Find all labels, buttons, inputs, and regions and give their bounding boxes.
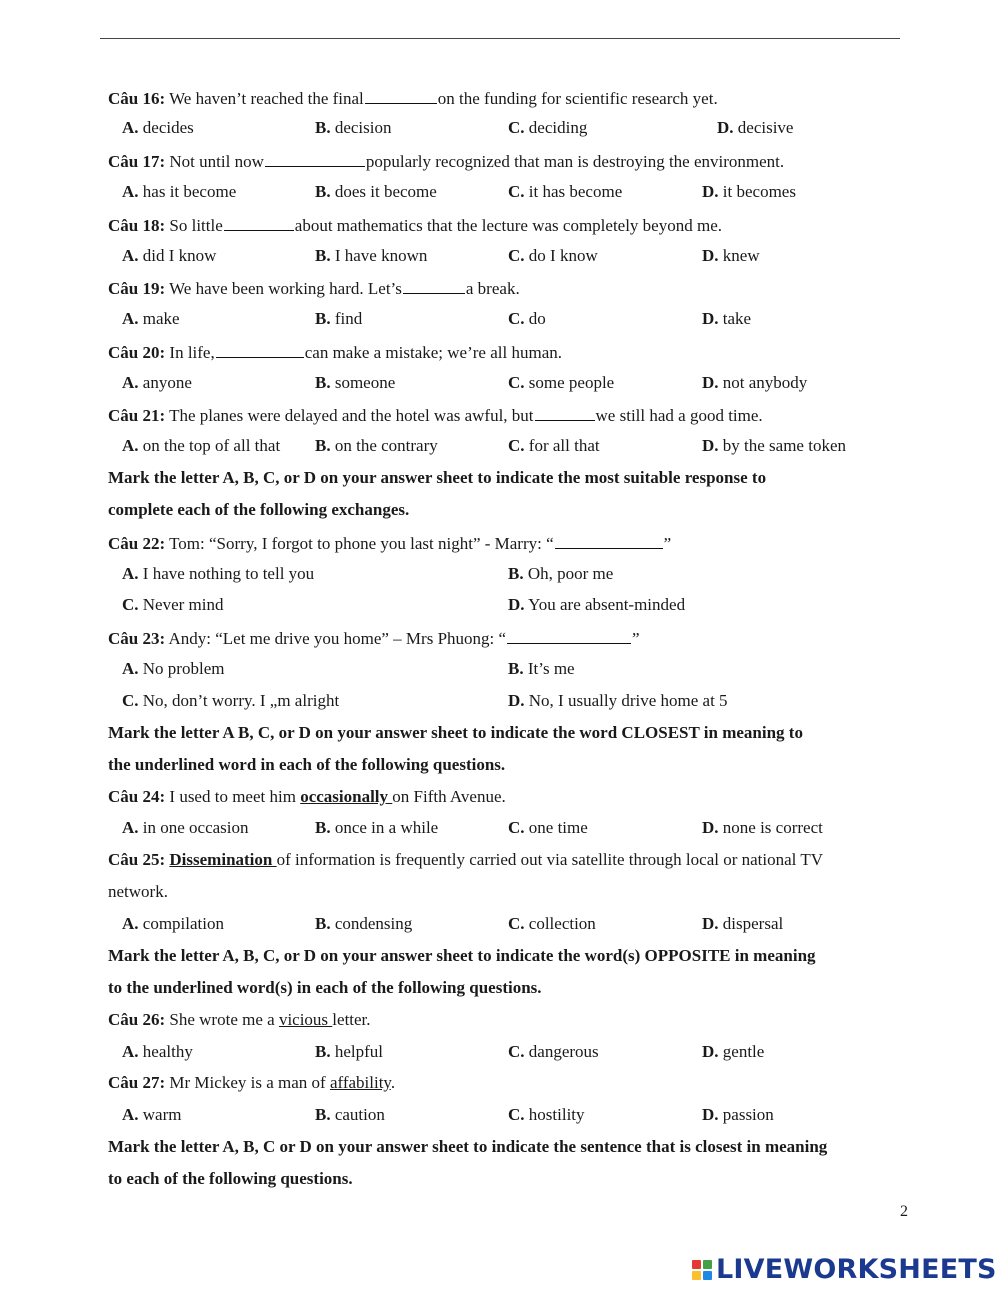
underlined-word: vicious bbox=[278, 1010, 333, 1029]
answer-blank[interactable] bbox=[403, 277, 465, 294]
option-c[interactable]: C. it has become bbox=[508, 182, 623, 201]
option-d[interactable]: D. dispersal bbox=[702, 914, 784, 933]
question-21 bbox=[108, 404, 763, 426]
option-d[interactable]: D. it becomes bbox=[702, 182, 796, 201]
question-23 bbox=[108, 627, 640, 649]
answer-blank[interactable] bbox=[365, 87, 437, 104]
option-a[interactable]: A. compilation bbox=[122, 914, 224, 933]
option-c[interactable]: C. do I know bbox=[508, 246, 598, 265]
question-text: So little bbox=[169, 216, 223, 235]
option-c[interactable]: C. dangerous bbox=[508, 1042, 599, 1061]
option-d[interactable]: D. passion bbox=[702, 1105, 774, 1124]
answer-blank[interactable] bbox=[265, 150, 365, 167]
option-a[interactable]: A. No problem bbox=[122, 659, 225, 678]
question-label: Câu 27: bbox=[108, 1073, 166, 1092]
option-d[interactable]: D. not anybody bbox=[702, 373, 808, 392]
question-text: We have been working hard. Let’s bbox=[169, 279, 402, 298]
question-text: we still had a good time. bbox=[595, 406, 763, 425]
question-label: Câu 19: bbox=[108, 279, 166, 298]
option-a[interactable]: A. did I know bbox=[122, 246, 217, 265]
liveworksheets-logo[interactable] bbox=[692, 1254, 997, 1285]
underlined-word: Dissemination bbox=[169, 850, 277, 869]
option-a[interactable]: A. I have nothing to tell you bbox=[122, 564, 315, 583]
option-d[interactable]: D. by the same token bbox=[702, 436, 846, 455]
option-b[interactable]: B. condensing bbox=[315, 914, 413, 933]
question-text: Mr Mickey is a man of bbox=[169, 1073, 326, 1092]
question-24 bbox=[108, 787, 506, 807]
option-b[interactable]: B. on the contrary bbox=[315, 436, 438, 455]
instruction-4-line-1: Mark the letter A, B, C or D on your answer sheet to indicate the sentence that is closest in meaning bbox=[108, 1137, 828, 1156]
option-d[interactable]: D. gentle bbox=[702, 1042, 765, 1061]
question-text: can make a mistake; we’re all human. bbox=[304, 343, 562, 362]
question-17 bbox=[108, 150, 784, 172]
question-label: Câu 18: bbox=[108, 216, 166, 235]
option-c[interactable]: C. one time bbox=[508, 818, 588, 837]
option-a[interactable]: A. warm bbox=[122, 1105, 182, 1124]
option-a[interactable]: A. on the top of all that bbox=[122, 436, 281, 455]
answer-blank[interactable] bbox=[555, 532, 663, 549]
option-c[interactable]: C. collection bbox=[508, 914, 596, 933]
instruction-3-line-1: Mark the letter A, B, C, or D on your answer sheet to indicate the word(s) OPPOSITE in meaning bbox=[108, 946, 816, 965]
question-label: Câu 26: bbox=[108, 1010, 166, 1029]
option-b[interactable]: B. does it become bbox=[315, 182, 437, 201]
option-c[interactable]: C. some people bbox=[508, 373, 615, 392]
question-text: She wrote me a bbox=[169, 1010, 275, 1029]
option-a[interactable]: A. decides bbox=[122, 118, 194, 137]
option-b[interactable]: B. It’s me bbox=[508, 659, 575, 678]
option-a[interactable]: A. anyone bbox=[122, 373, 192, 392]
instruction-2-line-2: the underlined word in each of the following questions. bbox=[108, 755, 506, 774]
question-16 bbox=[108, 87, 718, 109]
option-c[interactable]: C. deciding bbox=[508, 118, 588, 137]
page-number: 2 bbox=[900, 1203, 908, 1220]
option-d[interactable]: D. none is correct bbox=[702, 818, 823, 837]
question-label: Câu 21: bbox=[108, 406, 166, 425]
option-a[interactable]: A. make bbox=[122, 309, 180, 328]
logo-text: LIVEWORKSHEETS bbox=[716, 1254, 997, 1285]
question-text: ” bbox=[663, 534, 672, 553]
option-b[interactable]: B. once in a while bbox=[315, 818, 439, 837]
instruction-2-line-1: Mark the letter A B, C, or D on your answer sheet to indicate the word CLOSEST in meaning to bbox=[108, 723, 803, 742]
option-d[interactable]: D. You are absent-minded bbox=[508, 595, 686, 614]
option-a[interactable]: A. in one occasion bbox=[122, 818, 249, 837]
question-text: a break. bbox=[465, 279, 520, 298]
question-text: In life, bbox=[169, 343, 215, 362]
option-b[interactable]: B. Oh, poor me bbox=[508, 564, 614, 583]
question-18 bbox=[108, 214, 722, 236]
question-text: on Fifth Avenue. bbox=[392, 787, 506, 806]
instruction-1-line-2: complete each of the following exchanges. bbox=[108, 500, 410, 519]
question-text: Andy: “Let me drive you home” – Mrs Phuong: “ bbox=[168, 629, 507, 648]
underlined-word: affability bbox=[329, 1073, 391, 1092]
question-label: Câu 17: bbox=[108, 152, 166, 171]
header-rule bbox=[100, 38, 900, 39]
instruction-3-line-2: to the underlined word(s) in each of the following questions. bbox=[108, 978, 542, 997]
option-d[interactable]: D. knew bbox=[702, 246, 760, 265]
question-text: letter. bbox=[332, 1010, 371, 1029]
instruction-4-line-2: to each of the following questions. bbox=[108, 1169, 353, 1188]
question-text: I used to meet him bbox=[169, 787, 296, 806]
question-25 bbox=[108, 850, 823, 870]
option-b[interactable]: B. someone bbox=[315, 373, 396, 392]
question-text: The planes were delayed and the hotel was awful, but bbox=[169, 406, 534, 425]
question-label: Câu 20: bbox=[108, 343, 166, 362]
option-b[interactable]: B. helpful bbox=[315, 1042, 383, 1061]
question-26 bbox=[108, 1010, 371, 1030]
option-d[interactable]: D. decisive bbox=[717, 118, 794, 137]
answer-blank[interactable] bbox=[224, 214, 294, 231]
option-c[interactable]: C. hostility bbox=[508, 1105, 585, 1124]
instruction-1-line-1: Mark the letter A, B, C, or D on your answer sheet to indicate the most suitable response to bbox=[108, 468, 767, 487]
question-text: Tom: “Sorry, I forgot to phone you last night” - Marry: “ bbox=[169, 534, 554, 553]
underlined-word: occasionally bbox=[300, 787, 393, 806]
option-a[interactable]: A. has it become bbox=[122, 182, 237, 201]
option-a[interactable]: A. healthy bbox=[122, 1042, 193, 1061]
answer-blank[interactable] bbox=[535, 404, 595, 421]
option-b[interactable]: B. find bbox=[315, 309, 363, 328]
option-c[interactable]: C. Never mind bbox=[122, 595, 224, 614]
option-b[interactable]: B. I have known bbox=[315, 246, 428, 265]
question-20 bbox=[108, 341, 562, 363]
question-text: Not until now bbox=[169, 152, 264, 171]
question-27 bbox=[108, 1073, 395, 1093]
question-text: We haven’t reached the final bbox=[169, 89, 364, 108]
logo-icon bbox=[692, 1260, 712, 1280]
answer-blank[interactable] bbox=[216, 341, 304, 358]
answer-blank[interactable] bbox=[507, 627, 631, 644]
option-b[interactable]: B. decision bbox=[315, 118, 392, 137]
question-text: on the funding for scientific research yet. bbox=[437, 89, 718, 108]
option-c[interactable]: C. No, don’t worry. I „m alright bbox=[122, 691, 340, 710]
question-text: of information is frequently carried out via satellite through local or national TV bbox=[276, 850, 823, 869]
question-text: . bbox=[390, 1073, 396, 1092]
question-text: about mathematics that the lecture was completely beyond me. bbox=[294, 216, 722, 235]
question-19 bbox=[108, 277, 520, 299]
question-label: Câu 25: bbox=[108, 850, 166, 869]
option-b[interactable]: B. caution bbox=[315, 1105, 385, 1124]
option-c[interactable]: C. for all that bbox=[508, 436, 600, 455]
question-label: Câu 22: bbox=[108, 534, 166, 553]
question-label: Câu 23: bbox=[108, 629, 166, 648]
option-d[interactable]: D. No, I usually drive home at 5 bbox=[508, 691, 728, 710]
question-label: Câu 24: bbox=[108, 787, 166, 806]
question-text: ” bbox=[632, 629, 640, 648]
question-22 bbox=[108, 532, 671, 554]
question-25-continuation: network. bbox=[108, 882, 168, 901]
question-text: popularly recognized that man is destroying the environment. bbox=[365, 152, 785, 171]
option-c[interactable]: C. do bbox=[508, 309, 546, 328]
option-d[interactable]: D. take bbox=[702, 309, 752, 328]
question-label: Câu 16: bbox=[108, 89, 166, 108]
